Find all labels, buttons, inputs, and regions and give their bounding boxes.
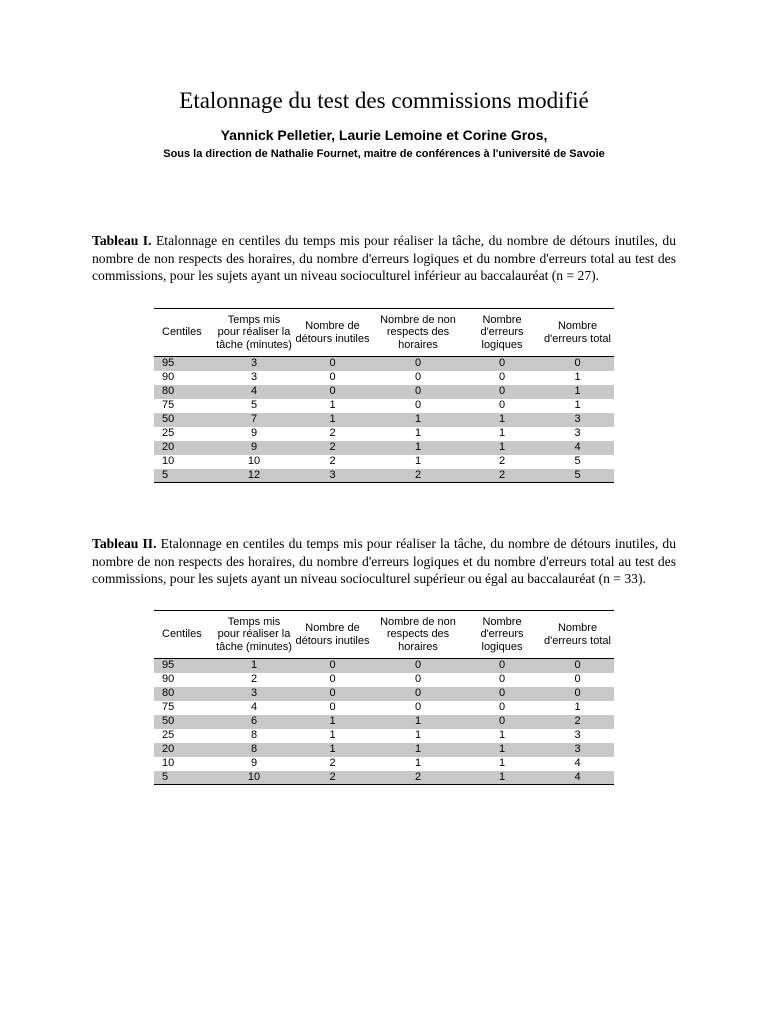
table-cell: 95 — [154, 357, 216, 371]
table-cell: 0 — [463, 385, 541, 399]
table-cell: 6 — [216, 715, 292, 729]
table-cell: 0 — [414, 673, 422, 685]
table-cell: 2 — [250, 673, 258, 685]
table-2-label: Tableau II. — [92, 536, 157, 551]
table-cell: 1 — [292, 715, 373, 729]
table-cell: 1 — [373, 715, 463, 729]
table-cell: 1 — [463, 743, 541, 757]
table-row — [154, 357, 614, 371]
table-cell: 25 — [162, 729, 175, 741]
table-cell: 0 — [498, 399, 506, 411]
table-cell: 1 — [574, 701, 581, 713]
document-title: Etalonnage du test des commissions modifié — [179, 88, 589, 113]
table-row — [154, 455, 614, 469]
table-cell: 0 — [463, 659, 541, 673]
table-1-caption-text: Etalonnage en centiles du temps mis pour réaliser la tâche, du nombre de détours inutiles, du nombre de non respects des horaires, du nombre d'erreurs logiques et du nombre d'erreurs total au test des commissions, pour les sujets ayant un niveau socioculturel inférieur au baccalauréat (n = 27). — [92, 233, 677, 284]
table-cell: 1 — [216, 659, 292, 673]
table-cell: 4 — [574, 757, 581, 769]
table-cell: 0 — [498, 701, 506, 713]
table-cell: 4 — [541, 441, 614, 455]
table-row — [154, 413, 614, 427]
table-row — [154, 441, 614, 455]
table-cell: 5 — [250, 399, 258, 411]
table-cell: 75 — [162, 399, 175, 411]
table-cell: 1 — [463, 771, 541, 785]
table-cell: 50 — [154, 715, 216, 729]
table-cell: 4 — [216, 385, 292, 399]
table-header-row — [154, 611, 614, 659]
table-cell: 1 — [292, 413, 373, 427]
table-cell: 3 — [250, 371, 258, 383]
table-cell: 3 — [541, 413, 614, 427]
table-cell: 0 — [541, 357, 614, 371]
table-cell: 1 — [463, 441, 541, 455]
table-cell: 4 — [250, 701, 258, 713]
table-cell: 5 — [154, 771, 216, 785]
table-cell: 1 — [292, 743, 373, 757]
table-cell: 0 — [329, 371, 336, 383]
table-cell: 0 — [541, 659, 614, 673]
table-cell: 0 — [463, 715, 541, 729]
table-cell: 9 — [250, 757, 258, 769]
table-cell: 0 — [292, 687, 373, 701]
table-cell: 0 — [498, 673, 506, 685]
table-cell: 95 — [154, 659, 216, 673]
table-cell: 80 — [154, 687, 216, 701]
table-row — [154, 743, 614, 757]
table-cell: 4 — [541, 771, 614, 785]
table-cell: 10 — [247, 455, 261, 467]
table-cell: 90 — [162, 673, 175, 685]
table-cell: 0 — [463, 357, 541, 371]
table-cell: 2 — [329, 757, 336, 769]
table-cell: 1 — [329, 729, 336, 741]
table-cell: 75 — [162, 701, 175, 713]
table-cell: 20 — [154, 743, 216, 757]
header-horaires: Nombre de non respects des horaires — [373, 309, 463, 357]
table-cell: 1 — [541, 385, 614, 399]
table-cell: 8 — [216, 743, 292, 757]
table-cell: 0 — [292, 357, 373, 371]
table-cell: 25 — [162, 427, 175, 439]
table-cell: 1 — [414, 729, 422, 741]
header-centiles: Centiles — [154, 611, 216, 659]
table-cell: 0 — [292, 659, 373, 673]
table-cell: 0 — [414, 399, 422, 411]
table-cell: 0 — [373, 687, 463, 701]
table-2 — [154, 610, 614, 785]
table-cell: 1 — [463, 413, 541, 427]
table-header-row — [154, 309, 614, 357]
table-cell: 1 — [414, 455, 422, 467]
table-cell: 1 — [414, 427, 422, 439]
table-cell: 20 — [154, 441, 216, 455]
table-cell: 50 — [154, 413, 216, 427]
table-cell: 2 — [373, 771, 463, 785]
table-cell: 0 — [373, 357, 463, 371]
table-cell: 1 — [414, 757, 422, 769]
header-temps: Temps mis pour réaliser la tâche (minutes) — [216, 611, 292, 659]
table-cell: 1 — [373, 413, 463, 427]
table-row — [154, 729, 614, 743]
table-cell: 8 — [250, 729, 258, 741]
table-cell: 10 — [216, 771, 292, 785]
table-cell: 0 — [373, 659, 463, 673]
table-cell: 5 — [574, 455, 581, 467]
header-erreurs-logiques: Nombre d'erreurs logiques — [463, 611, 541, 659]
table-row — [154, 371, 614, 385]
table-cell: 5 — [154, 469, 216, 483]
table-cell: 9 — [216, 441, 292, 455]
table-cell: 1 — [574, 399, 581, 411]
table-cell: 7 — [216, 413, 292, 427]
table-cell: 5 — [541, 469, 614, 483]
table-cell: 2 — [463, 469, 541, 483]
table-cell: 0 — [292, 385, 373, 399]
table-cell: 0 — [414, 701, 422, 713]
header-erreurs-total: Nombre d'erreurs total — [541, 309, 614, 357]
table-cell: 3 — [292, 469, 373, 483]
table-row — [154, 385, 614, 399]
table-cell: 0 — [541, 687, 614, 701]
table-cell: 2 — [329, 455, 336, 467]
table-cell: 0 — [574, 673, 581, 685]
table-cell: 9 — [250, 427, 258, 439]
header-centiles: Centiles — [154, 309, 216, 357]
table-row — [154, 427, 614, 441]
table-row — [154, 687, 614, 701]
table-row — [154, 757, 614, 771]
table-cell: 0 — [329, 701, 336, 713]
table-cell: 1 — [498, 757, 506, 769]
table-cell: 0 — [329, 673, 336, 685]
header-erreurs-total: Nombre d'erreurs total — [541, 611, 614, 659]
table-cell: 1 — [373, 441, 463, 455]
table-1 — [154, 308, 614, 483]
header-horaires: Nombre de non respects des horaires — [373, 611, 463, 659]
header-detours: Nombre de détours inutiles — [292, 611, 373, 659]
header-detours: Nombre de détours inutiles — [292, 309, 373, 357]
table-cell: 90 — [162, 371, 175, 383]
table-cell: 1 — [373, 743, 463, 757]
table-cell: 2 — [498, 455, 506, 467]
supervision-line: Sous la direction de Nathalie Fournet, maitre de conférences à l'université de Savoie — [163, 148, 605, 160]
table-cell: 0 — [414, 371, 422, 383]
table-row — [154, 469, 614, 483]
table-row — [154, 715, 614, 729]
table-row — [154, 659, 614, 673]
header-temps: Temps mis pour réaliser la tâche (minutes) — [216, 309, 292, 357]
table-cell: 0 — [373, 385, 463, 399]
table-row — [154, 701, 614, 715]
table-cell: 1 — [498, 427, 506, 439]
table-cell: 2 — [541, 715, 614, 729]
table-cell: 1 — [329, 399, 336, 411]
table-cell: 3 — [574, 729, 581, 741]
table-cell: 3 — [574, 427, 581, 439]
table-cell: 80 — [154, 385, 216, 399]
table-1-caption — [92, 232, 676, 285]
table-cell: 0 — [498, 371, 506, 383]
table-cell: 12 — [216, 469, 292, 483]
table-cell: 10 — [162, 455, 175, 467]
table-cell: 2 — [292, 441, 373, 455]
table-cell: 0 — [463, 687, 541, 701]
table-row — [154, 399, 614, 413]
table-cell: 2 — [329, 427, 336, 439]
table-row — [154, 673, 614, 687]
table-cell: 3 — [216, 687, 292, 701]
authors-line: Yannick Pelletier, Laurie Lemoine et Corine Gros, — [220, 127, 548, 143]
table-1-label: Tableau I. — [92, 233, 152, 248]
table-cell: 10 — [162, 757, 175, 769]
table-cell: 2 — [373, 469, 463, 483]
table-cell: 1 — [498, 729, 506, 741]
table-row — [154, 771, 614, 785]
table-cell: 3 — [216, 357, 292, 371]
header-erreurs-logiques: Nombre d'erreurs logiques — [463, 309, 541, 357]
table-2-caption-text: Etalonnage en centiles du temps mis pour réaliser la tâche, du nombre de détours inutiles, du nombre de non respects des horaires, du nombre d'erreurs logiques et du nombre d'erreurs total au test des commissions, pour les sujets ayant un niveau socioculturel supérieur ou égal au baccalauréat (n = 33). — [92, 536, 676, 587]
table-2-caption — [92, 535, 676, 588]
table-cell: 2 — [292, 771, 373, 785]
table-cell: 1 — [574, 371, 581, 383]
table-cell: 3 — [541, 743, 614, 757]
